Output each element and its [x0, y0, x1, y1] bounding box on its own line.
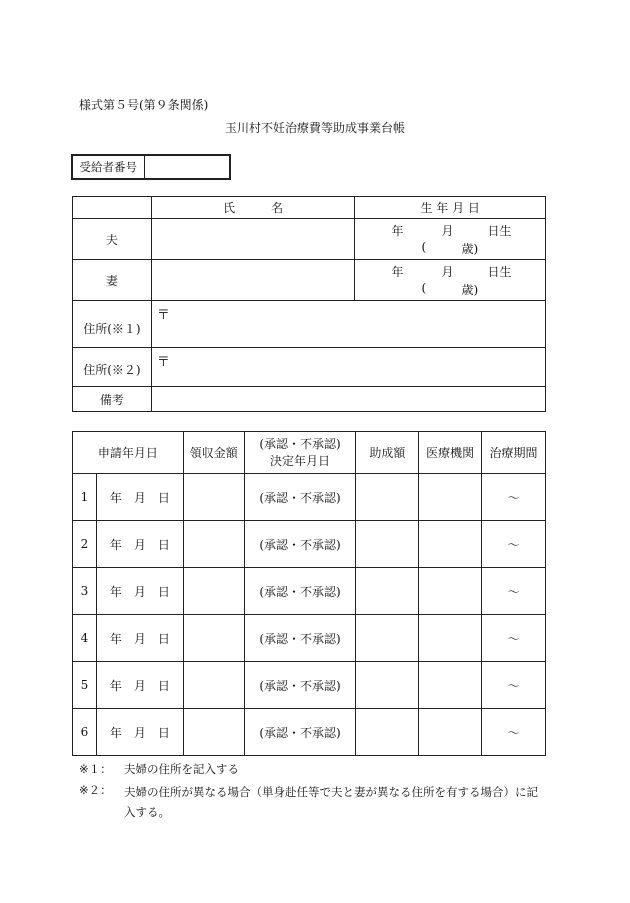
apply-date-header: 申請年月日: [73, 432, 184, 474]
table-row: [73, 474, 546, 521]
remarks-row: [73, 387, 546, 412]
period-field[interactable]: ～: [482, 662, 546, 709]
recipient-number-box: [71, 154, 231, 180]
year-label: 年: [391, 224, 404, 238]
postal-mark-icon: 〒: [156, 308, 170, 323]
year-label: 年: [109, 631, 122, 646]
row-number: 3: [73, 568, 97, 615]
apply-date-field[interactable]: [96, 568, 183, 615]
apply-date-field[interactable]: [96, 709, 183, 756]
decision-field[interactable]: (承認・不承認): [244, 615, 356, 662]
row-number: 2: [73, 521, 97, 568]
subsidy-field[interactable]: [356, 521, 419, 568]
address1-field[interactable]: [151, 301, 545, 348]
month-label: 月: [133, 584, 146, 599]
row-number: 4: [73, 615, 97, 662]
address2-field[interactable]: [151, 348, 545, 387]
address2-row: [73, 348, 546, 387]
table-row: [73, 709, 546, 756]
husband-name-field[interactable]: [151, 219, 355, 260]
decision-field[interactable]: (承認・不承認): [244, 521, 356, 568]
month-label: 月: [133, 490, 146, 505]
note2-mark: ※２：: [79, 783, 112, 797]
receipt-amount-field[interactable]: [183, 662, 244, 709]
age-open: (: [421, 240, 427, 254]
history-header-row: [73, 432, 546, 474]
receipt-amount-field[interactable]: [183, 709, 244, 756]
name-header: 氏 名: [151, 197, 355, 219]
postal-mark-icon: 〒: [156, 355, 170, 370]
decision-header-line1: (承認・不承認): [259, 436, 341, 451]
institution-field[interactable]: [419, 709, 482, 756]
institution-field[interactable]: [419, 521, 482, 568]
wife-name-field[interactable]: [151, 260, 355, 301]
day-label: 日: [157, 678, 170, 693]
subsidy-field[interactable]: [356, 662, 419, 709]
apply-date-field[interactable]: [96, 615, 183, 662]
institution-field[interactable]: [419, 474, 482, 521]
note2-text: 夫婦の住所が異なる場合（単身赴任等で夫と妻が異なる住所を有する場合）に記入する。: [124, 785, 538, 819]
institution-field[interactable]: [419, 568, 482, 615]
period-field[interactable]: ～: [482, 568, 546, 615]
apply-date-field[interactable]: [96, 521, 183, 568]
age-close: 歳): [461, 242, 479, 256]
remarks-label: 備考: [73, 387, 152, 412]
husband-label: 夫: [73, 219, 152, 260]
month-label: 月: [133, 537, 146, 552]
period-field[interactable]: ～: [482, 474, 546, 521]
receipt-amount-field[interactable]: [183, 521, 244, 568]
receipt-amount-header: 領収金額: [183, 432, 244, 474]
decision-field[interactable]: (承認・不承認): [244, 568, 356, 615]
document-title: 玉川村不妊治療費等助成事業台帳: [224, 121, 405, 135]
period-field[interactable]: ～: [482, 521, 546, 568]
apply-date-field[interactable]: [96, 662, 183, 709]
month-label: 月: [133, 678, 146, 693]
year-label: 年: [109, 725, 122, 740]
period-field[interactable]: ～: [482, 615, 546, 662]
day-label: 日: [157, 725, 170, 740]
month-label: 月: [133, 631, 146, 646]
subsidy-header: 助成額: [356, 432, 419, 474]
row-number: 1: [73, 474, 97, 521]
year-label: 年: [109, 584, 122, 599]
day-label: 日生: [487, 265, 512, 279]
subsidy-field[interactable]: [356, 568, 419, 615]
subsidy-field[interactable]: [356, 709, 419, 756]
address1-label: 住所(※１): [73, 301, 152, 348]
month-label: 月: [441, 224, 454, 238]
institution-header: 医療機関: [419, 432, 482, 474]
decision-field[interactable]: (承認・不承認): [244, 709, 356, 756]
period-field[interactable]: ～: [482, 709, 546, 756]
table-row: [73, 521, 546, 568]
recipient-number-field[interactable]: [144, 155, 230, 179]
table-row: [73, 615, 546, 662]
year-label: 年: [109, 678, 122, 693]
note1-text: 夫婦の住所を記入する: [124, 762, 239, 776]
subsidy-field[interactable]: [356, 615, 419, 662]
age-open: (: [421, 281, 427, 295]
application-history-table: [72, 431, 546, 756]
wife-label: 妻: [73, 260, 152, 301]
corner-cell: [73, 197, 152, 219]
table-row: [73, 662, 546, 709]
husband-birthdate-field[interactable]: [355, 219, 546, 260]
row-number: 5: [73, 662, 97, 709]
age-close: 歳): [461, 283, 479, 297]
note1-mark: ※１：: [79, 762, 112, 776]
husband-row: [73, 219, 546, 260]
row-number: 6: [73, 709, 97, 756]
remarks-field[interactable]: [151, 387, 545, 412]
day-label: 日生: [487, 224, 512, 238]
receipt-amount-field[interactable]: [183, 568, 244, 615]
year-label: 年: [109, 490, 122, 505]
birthdate-header: 生 年 月 日: [355, 197, 546, 219]
form-number: 様式第５号(第９条関係): [79, 98, 209, 112]
address1-row: [73, 301, 546, 348]
wife-birthdate-field[interactable]: [355, 260, 546, 301]
year-label: 年: [391, 265, 404, 279]
receipt-amount-field[interactable]: [183, 474, 244, 521]
decision-date-header: [244, 432, 356, 474]
day-label: 日: [157, 631, 170, 646]
institution-field[interactable]: [419, 615, 482, 662]
month-label: 月: [133, 725, 146, 740]
day-label: 日: [157, 584, 170, 599]
apply-date-field[interactable]: [96, 474, 183, 521]
address2-label: 住所(※２): [73, 348, 152, 387]
month-label: 月: [441, 265, 454, 279]
year-label: 年: [109, 537, 122, 552]
day-label: 日: [157, 490, 170, 505]
decision-header-line2: 決定年月日: [270, 453, 331, 468]
person-table: [72, 196, 546, 412]
decision-field[interactable]: (承認・不承認): [244, 662, 356, 709]
receipt-amount-field[interactable]: [183, 615, 244, 662]
period-header: 治療期間: [482, 432, 546, 474]
recipient-number-label: 受給者番号: [72, 155, 144, 179]
subsidy-field[interactable]: [356, 474, 419, 521]
decision-field[interactable]: (承認・不承認): [244, 474, 356, 521]
wife-row: [73, 260, 546, 301]
institution-field[interactable]: [419, 662, 482, 709]
day-label: 日: [157, 537, 170, 552]
table-row: [73, 568, 546, 615]
